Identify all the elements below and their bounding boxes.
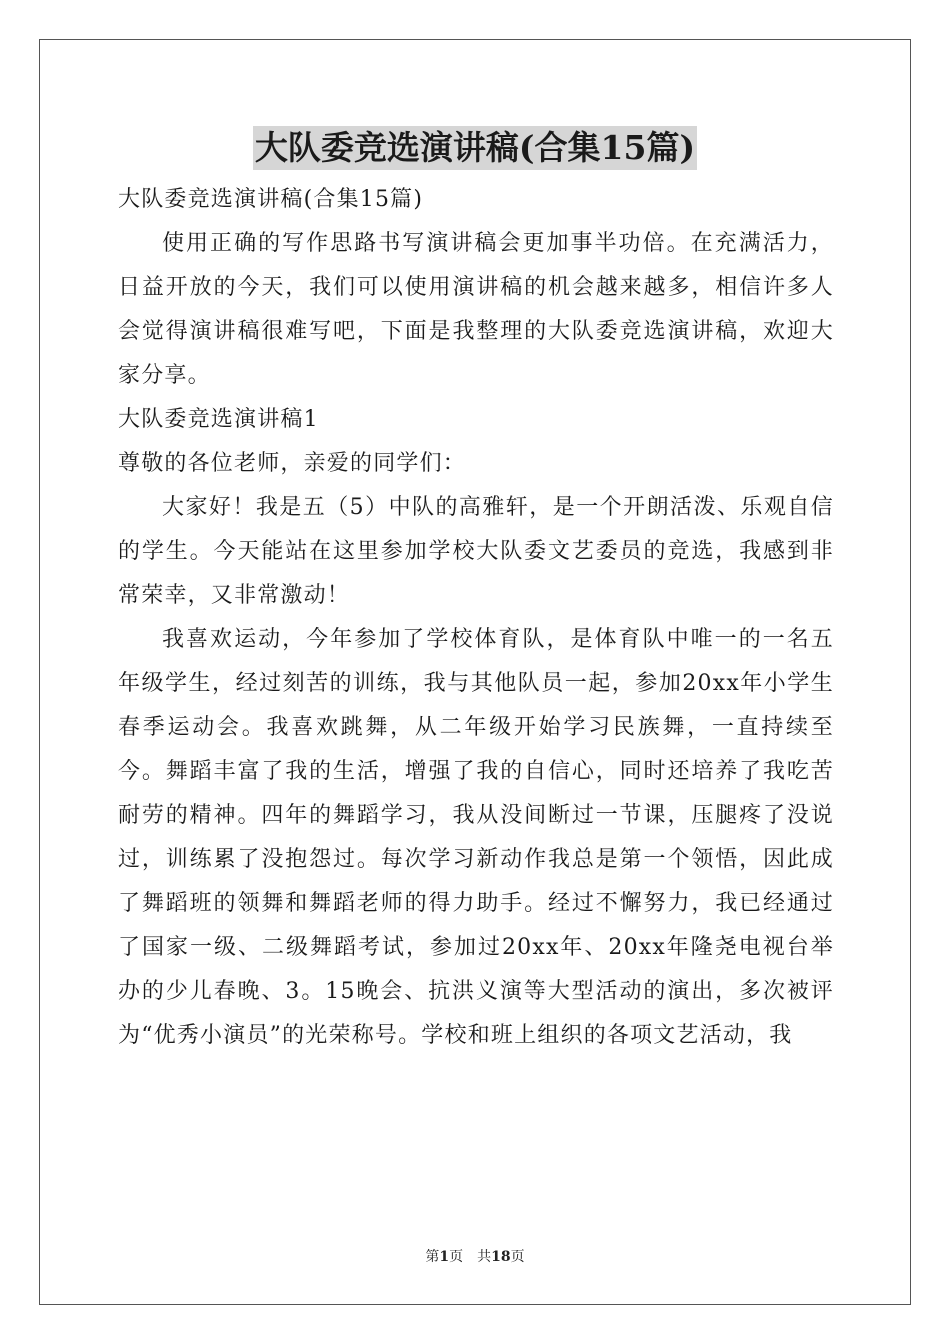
- footer-current-page: 1: [439, 1249, 450, 1265]
- document-title: 大队委竞选演讲稿(合集15篇): [253, 126, 697, 170]
- footer-suffix: 页: [510, 1249, 525, 1265]
- body-paragraph: 大家好！我是五（5）中队的高雅轩，是一个开朗活泼、乐观自信的学生。今天能站在这里参加学校大队委文艺委员的竞选，我感到非常荣幸，又非常激动！: [118, 495, 834, 608]
- footer-mid: 页 共: [449, 1249, 492, 1265]
- footer-total-pages: 18: [491, 1249, 511, 1265]
- title-container: [0, 126, 950, 170]
- document-body: [118, 178, 834, 1058]
- page-footer: [0, 1246, 950, 1266]
- body-paragraph: 我喜欢运动，今年参加了学校体育队，是体育队中唯一的一名五年级学生，经过刻苦的训练，我与其他队员一起，参加20xx年小学生春季运动会。我喜欢跳舞，从二年级开始学习民族舞，一直持续至今。舞蹈丰富了我的生活，增强了我的自信心，同时还培养了我吃苦耐劳的精神。四年的舞蹈学习，我从没间断过一节课，压腿疼了没说过，训练累了没抱怨过。每次学习新动作我总是第一个领悟，因此成了舞蹈班的领舞和舞蹈老师的得力助手。经过不懈努力，我已经通过了国家一级、二级舞蹈考试，参加过20xx年、20xx年隆尧电视台举办的少儿春晚、3。15晚会、抗洪义演等大型活动的演出，多次被评为“优秀小演员”的光荣称号。学校和班上组织的各项文艺活动，我: [118, 627, 834, 1048]
- intro-paragraph: 使用正确的写作思路书写演讲稿会更加事半功倍。在充满活力，日益开放的今天，我们可以使用演讲稿的机会越来越多，相信许多人会觉得演讲稿很难写吧，下面是我整理的大队委竞选演讲稿，欢迎大家分享。: [118, 231, 834, 388]
- footer-prefix: 第: [425, 1249, 440, 1265]
- subtitle-paragraph: 大队委竞选演讲稿(合集15篇): [118, 187, 424, 212]
- section-heading: 大队委竞选演讲稿1: [118, 407, 319, 432]
- salutation-paragraph: 尊敬的各位老师，亲爱的同学们：: [118, 451, 467, 476]
